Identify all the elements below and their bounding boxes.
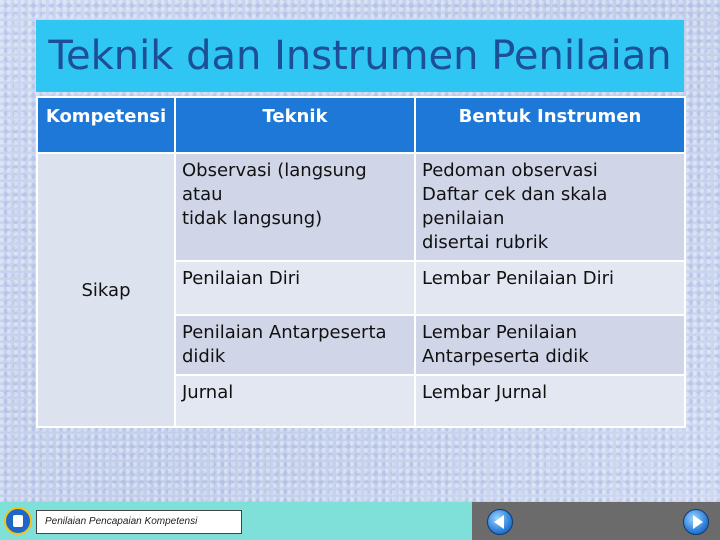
cell-line: Lembar Penilaian (422, 322, 578, 343)
footer-label: Penilaian Pencapaian Kompetensi (36, 510, 242, 534)
table-header-row (37, 97, 685, 153)
cell-line: Lembar Penilaian Diri (422, 268, 615, 289)
cell-line: Lembar Jurnal (422, 382, 548, 403)
kompetensi-cell: Sikap (37, 153, 175, 427)
table-row (37, 153, 685, 261)
cell-line: Penilaian Diri (182, 268, 301, 289)
header-kompetensi: Kompetensi (37, 97, 175, 153)
cell-line: tidak langsung) (182, 208, 323, 229)
instrumen-cell (415, 315, 685, 375)
cell-line: Antarpeserta didik (422, 346, 589, 367)
cell-line: Pedoman observasi (422, 160, 598, 181)
instrumen-cell (415, 375, 685, 427)
cell-line: disertai rubrik (422, 232, 549, 253)
previous-arrow-icon[interactable] (487, 509, 513, 535)
cell-line: penilaian (422, 208, 505, 229)
teknik-cell (175, 153, 415, 261)
cell-line: Penilaian Antarpeserta (182, 322, 387, 343)
instrumen-cell (415, 153, 685, 261)
teknik-cell (175, 315, 415, 375)
kemdikbud-logo-icon (4, 507, 32, 535)
header-teknik: Teknik (175, 97, 415, 153)
slide-title: Teknik dan Instrumen Penilaian (48, 33, 672, 79)
cell-line: didik (182, 346, 226, 367)
teknik-cell (175, 375, 415, 427)
header-bentuk-instrumen: Bentuk Instrumen (415, 97, 685, 153)
next-arrow-icon[interactable] (683, 509, 709, 535)
title-bar (36, 20, 684, 92)
instrumen-cell (415, 261, 685, 315)
assessment-table (36, 96, 686, 428)
cell-line: Observasi (langsung atau (182, 160, 367, 205)
teknik-cell (175, 261, 415, 315)
cell-line: Daftar cek dan skala (422, 184, 608, 205)
cell-line: Jurnal (182, 382, 234, 403)
